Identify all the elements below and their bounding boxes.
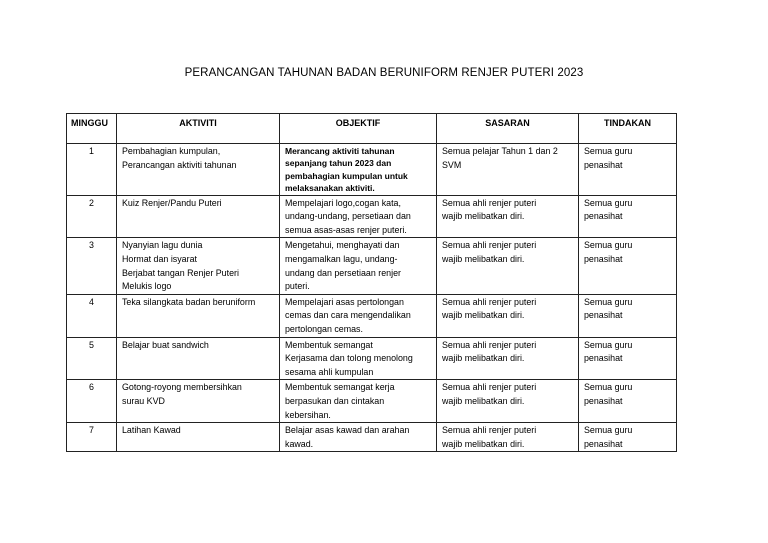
cell-aktiviti	[117, 380, 280, 423]
cell-aktiviti	[117, 294, 280, 337]
cell-text: Semua pelajar Tahun 1 dan 2	[442, 146, 558, 156]
cell-objektif	[280, 337, 437, 380]
cell-objektif	[280, 423, 437, 452]
annual-plan-table	[66, 113, 677, 452]
cell-text: wajib melibatkan diri.	[442, 353, 525, 364]
cell-sasaran	[437, 195, 579, 238]
cell-sasaran	[437, 423, 579, 452]
cell-tindakan: Semua guru penasihat	[579, 294, 677, 337]
cell-text: Melukis logo	[122, 281, 172, 292]
cell-text: melaksanakan aktiviti.	[285, 183, 375, 194]
table-row	[67, 294, 677, 337]
cell-text: wajib melibatkan diri.	[442, 395, 525, 406]
cell-sasaran	[437, 337, 579, 380]
cell-text: Nyanyian lagu dunia	[122, 240, 203, 251]
cell-text: mengamalkan lagu, undang-	[285, 254, 398, 264]
cell-aktiviti	[117, 238, 280, 294]
cell-text: Semua ahli renjer puteri	[442, 296, 537, 307]
cell-minggu: 1	[67, 144, 117, 196]
cell-text: surau KVD	[122, 395, 165, 406]
cell-text: kebersihan.	[285, 409, 331, 420]
cell-text: Semua ahli renjer puteri	[442, 382, 537, 393]
cell-text: Teka silangkata badan beruniform	[122, 296, 256, 307]
cell-text: semua asas-asas renjer puteri.	[285, 224, 407, 235]
cell-tindakan: Semua guru penasihat	[579, 380, 677, 423]
header-minggu: MINGGU	[67, 114, 117, 144]
cell-minggu: 7	[67, 423, 117, 452]
cell-text: pembahagian kumpulan untuk	[285, 170, 408, 181]
cell-text: Berjabat tangan Renjer Puteri	[122, 267, 239, 278]
cell-text: Hormat dan isyarat	[122, 254, 197, 264]
header-objektif: OBJEKTIF	[280, 114, 437, 144]
cell-text: Pembahagian kumpulan,	[122, 146, 221, 156]
cell-text: cemas dan cara mengendalikan	[285, 310, 411, 321]
cell-tindakan: Semua guru penasihat	[579, 144, 677, 196]
cell-text: Merancang aktiviti tahunan	[285, 146, 395, 156]
cell-tindakan: Semua guru penasihat	[579, 337, 677, 380]
header-aktiviti: AKTIVITI	[117, 114, 280, 144]
cell-text: Belajar asas kawad dan arahan	[285, 425, 410, 436]
cell-sasaran	[437, 380, 579, 423]
cell-objektif	[280, 195, 437, 238]
cell-aktiviti	[117, 337, 280, 380]
cell-text: Semua ahli renjer puteri	[442, 339, 537, 350]
cell-text: wajib melibatkan diri.	[442, 254, 525, 264]
header-sasaran: SASARAN	[437, 114, 579, 144]
table-row	[67, 144, 677, 196]
page-title: PERANCANGAN TAHUNAN BADAN BERUNIFORM RENJER PUTERI 2023	[184, 67, 584, 79]
cell-text: Mempelajari logo,cogan kata,	[285, 197, 401, 208]
table-row	[67, 195, 677, 238]
cell-text: Semua ahli renjer puteri	[442, 425, 537, 436]
cell-text: Belajar buat sandwich	[122, 339, 209, 350]
cell-minggu: 5	[67, 337, 117, 380]
table-row	[67, 337, 677, 380]
cell-text: puteri.	[285, 281, 310, 292]
cell-text: Latihan Kawad	[122, 425, 181, 436]
cell-text: SVM	[442, 159, 462, 170]
cell-objektif	[280, 294, 437, 337]
cell-text: Gotong-royong membersihkan	[122, 382, 242, 393]
cell-text: undang-undang, persetiaan dan	[285, 211, 411, 222]
cell-text: undang dan persetiaan renjer	[285, 267, 401, 278]
cell-aktiviti	[117, 144, 280, 196]
cell-text: wajib melibatkan diri.	[442, 310, 525, 321]
cell-tindakan: Semua guru penasihat	[579, 195, 677, 238]
cell-text: Mempelajari asas pertolongan	[285, 296, 404, 307]
cell-aktiviti	[117, 423, 280, 452]
cell-text: Mengetahui, menghayati dan	[285, 240, 400, 251]
cell-text: berpasukan dan cintakan	[285, 395, 385, 406]
cell-text: sepanjang tahun 2023 dan	[285, 158, 392, 169]
table-header-row	[67, 114, 677, 144]
cell-text: sesama ahli kumpulan	[285, 366, 374, 377]
cell-text: Kuiz Renjer/Pandu Puteri	[122, 197, 222, 208]
cell-sasaran	[437, 294, 579, 337]
cell-text: Membentuk semangat kerja	[285, 382, 395, 393]
cell-text: Perancangan aktiviti tahunan	[122, 159, 237, 170]
cell-tindakan: Semua guru penasihat	[579, 423, 677, 452]
cell-text: kawad.	[285, 438, 314, 449]
table-row	[67, 423, 677, 452]
cell-text: pertolongan cemas.	[285, 323, 363, 334]
cell-minggu: 2	[67, 195, 117, 238]
cell-objektif	[280, 380, 437, 423]
cell-objektif	[280, 238, 437, 294]
table-row	[67, 238, 677, 294]
cell-minggu: 3	[67, 238, 117, 294]
cell-text: wajib melibatkan diri.	[442, 438, 525, 449]
cell-tindakan: Semua guru penasihat	[579, 238, 677, 294]
cell-aktiviti	[117, 195, 280, 238]
cell-objektif	[280, 144, 437, 196]
cell-sasaran	[437, 238, 579, 294]
cell-minggu: 6	[67, 380, 117, 423]
cell-text: Semua ahli renjer puteri	[442, 240, 537, 251]
cell-text: Kerjasama dan tolong menolong	[285, 353, 413, 364]
cell-text: wajib melibatkan diri.	[442, 211, 525, 222]
header-tindakan: TINDAKAN	[579, 114, 677, 144]
table-row	[67, 380, 677, 423]
cell-minggu: 4	[67, 294, 117, 337]
cell-text: Membentuk semangat	[285, 339, 373, 350]
cell-text: Semua ahli renjer puteri	[442, 197, 537, 208]
cell-sasaran	[437, 144, 579, 196]
